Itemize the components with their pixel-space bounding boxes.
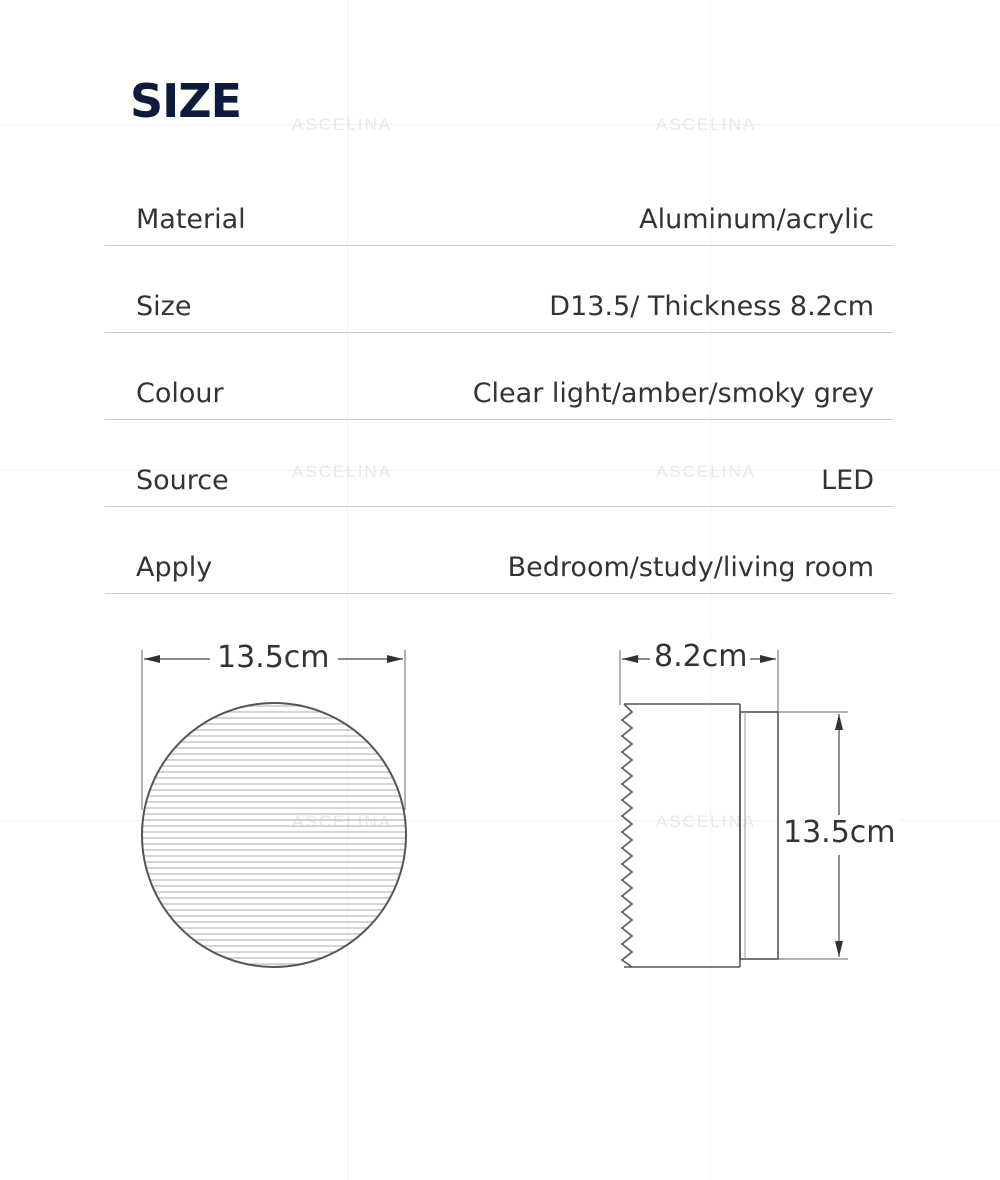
watermark: ASCELINA (292, 462, 393, 481)
watermark: ASCELINA (292, 812, 393, 831)
watermark: ASCELINA (656, 115, 757, 134)
spec-label: Source (136, 465, 229, 496)
watermark: ASCELINA (292, 115, 393, 134)
side-height-label: 13.5cm (780, 815, 899, 850)
spec-label: Apply (136, 552, 213, 583)
spec-label: Material (136, 204, 246, 235)
spec-value: Bedroom/study/living room (507, 552, 874, 583)
spec-value: LED (821, 465, 874, 496)
spec-value: D13.5/ Thickness 8.2cm (549, 291, 874, 322)
spec-value: Aluminum/acrylic (639, 204, 874, 235)
front-view (140, 650, 410, 967)
lens-edge (622, 704, 632, 967)
side-thickness-label: 8.2cm (651, 639, 750, 674)
spec-value: Clear light/amber/smoky grey (472, 378, 874, 409)
spec-label: Size (136, 291, 192, 322)
watermark: ASCELINA (656, 812, 757, 831)
page-title: SIZE (130, 74, 242, 128)
front-width-label: 13.5cm (214, 640, 333, 675)
mount-base (740, 712, 778, 959)
side-view (620, 650, 848, 967)
spec-label: Colour (136, 378, 224, 409)
watermark: ASCELINA (656, 462, 757, 481)
